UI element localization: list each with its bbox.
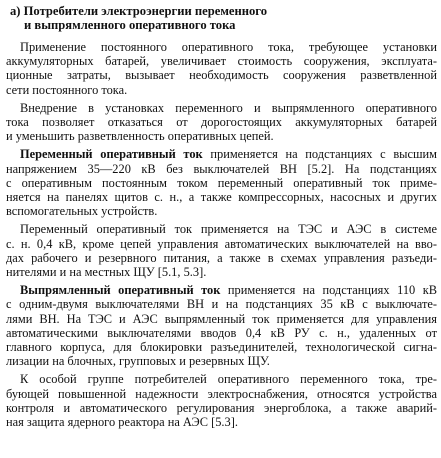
paragraph-4 xyxy=(6,222,437,279)
paragraph-line: лями ВН. На ТЭС и АЭС выпрямленный ток применяется для управления xyxy=(6,311,437,326)
paragraph-line: дах рабочего и резервного питания, а также в схемах управления разъеди- xyxy=(6,250,437,265)
section-heading-line-1: а) Потребители электроэнергии переменного xyxy=(10,4,268,18)
paragraph-line-with-lead xyxy=(6,283,437,297)
paragraph-line: ная защита ядерного реактора на АЭС [5.3]. xyxy=(6,415,238,430)
paragraph-5 xyxy=(6,283,437,368)
paragraph-line-text: применяется на подстанциях 110 кВ xyxy=(220,283,437,298)
paragraph-line: напряжением 35—220 кВ без выключателей ВН [5.2]. На подстанциях xyxy=(6,161,437,176)
paragraph-line: с одним-двумя выключателями ВН и на подстанциях 35 кВ с выключате- xyxy=(6,297,437,312)
paragraph-line: ционные затраты, вызывает необходимость сооружения разветвленной xyxy=(6,68,437,83)
section-heading xyxy=(10,4,437,32)
paragraph-6 xyxy=(6,372,437,429)
paragraph-line: лизации на блочных, групповых и резервных ЩУ. xyxy=(6,354,270,369)
paragraph-line: контроля и автоматического регулирования энергоблока, а также аварий- xyxy=(6,400,437,415)
paragraph-line: главного корпуса, для блокировки разъединителей, технологической сигна- xyxy=(6,340,437,355)
paragraph-line: Переменный оперативный ток применяется на ТЭС и АЭС в системе xyxy=(20,222,437,237)
paragraph-line: и уменьшить разветвленность оперативных цепей. xyxy=(6,129,274,144)
paragraph-2 xyxy=(6,101,437,144)
paragraph-line: с оперативным постоянным током переменный оперативный ток приме- xyxy=(6,175,437,190)
paragraph-line: тока позволяет отказаться от дорогостоящих аккумуляторных батарей xyxy=(6,115,437,130)
paragraph-line: нителями и на местных ЩУ [5.1, 5.3]. xyxy=(6,265,207,280)
paragraph-line: К особой группе потребителей оперативного переменного тока, тре- xyxy=(20,372,437,387)
section-heading-line-2: и выпрямленного оперативного тока xyxy=(24,18,236,32)
paragraph-line: аккумуляторных батарей, увеличивает стоимость сооружения, эксплуата- xyxy=(6,54,437,69)
paragraph-line: автоматическими выключателями вводов 0,4 кВ РУ с. н., удаленных от xyxy=(6,325,437,340)
paragraph-line: Внедрение в установках переменного и выпрямленного оперативного xyxy=(20,100,437,115)
bold-lead-term: Переменный оперативный ток xyxy=(20,147,203,162)
paragraph-3 xyxy=(6,147,437,218)
paragraph-line: вспомогательных устройств. xyxy=(6,204,158,219)
paragraph-line: сети постоянного тока. xyxy=(6,82,128,97)
paragraph-line: Применение постоянного оперативного тока, требующее установки xyxy=(20,40,437,54)
paragraph-line: няется на панелях щитов с. н., а также компрессорных, насосных и других xyxy=(6,190,437,205)
paragraph-line-with-lead xyxy=(6,147,437,161)
paragraph-line: с. н. 0,4 кВ, кроме цепей управления автоматических выключателей на вво- xyxy=(6,236,437,251)
bold-lead-term: Выпрямленный оперативный ток xyxy=(20,283,221,298)
paragraph-line: бующей повышенной надежности электроснабжения, относятся устройства xyxy=(6,386,437,401)
paragraph-line-text: применяется на подстанциях с высшим xyxy=(202,147,438,162)
paragraph-1 xyxy=(6,40,437,97)
